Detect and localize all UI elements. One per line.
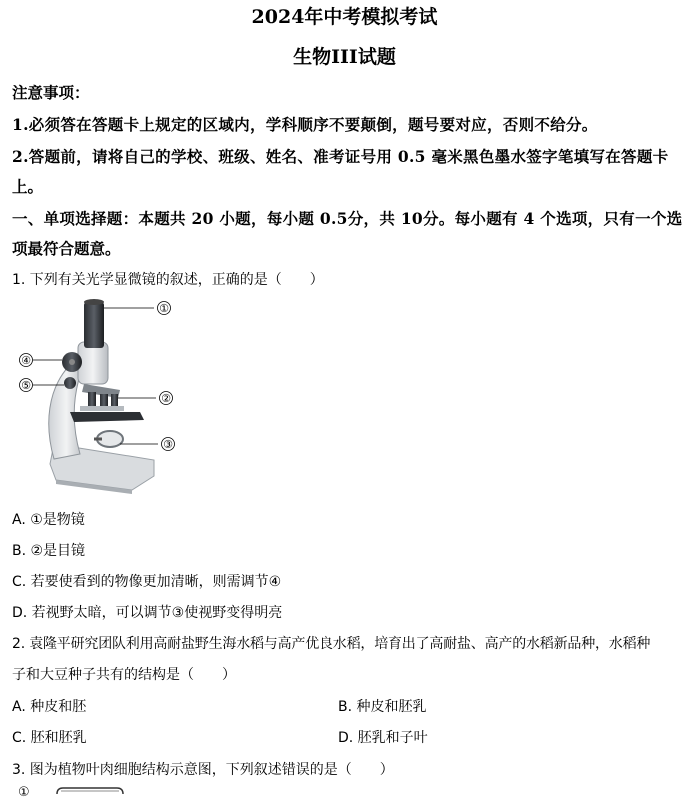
figure-label-3: ③ bbox=[163, 438, 173, 451]
microscope-mirror bbox=[94, 431, 123, 447]
question-2-stem-line-2: 子和大豆种子共有的结构是（ ） bbox=[12, 667, 236, 683]
notes-item-2-line-2: 上。 bbox=[12, 177, 44, 196]
microscope-figure bbox=[14, 294, 194, 499]
question-1-option-d: D. 若视野太暗，可以调节③使视野变得明亮 bbox=[12, 605, 283, 621]
question-2-stem-line-1: 2. 袁隆平研究团队利用高耐盐野生海水稻与高产优良水稻，培育出了高耐盐、高产的水稻新品种，水稻种 bbox=[12, 636, 651, 652]
microscope-fine-knob bbox=[64, 377, 76, 389]
notes-item-2-line-1: 2.答题前，请将自己的学校、班级、姓名、准考证号用 0.5 毫米黑色墨水签字笔填写在答题卡 bbox=[12, 147, 669, 166]
microscope-nosepiece bbox=[82, 384, 120, 408]
question-3-stem: 3. 图为植物叶肉细胞结构示意图，下列叙述错误的是（ ） bbox=[12, 762, 394, 778]
question-1-option-b: B. ②是目镜 bbox=[12, 543, 86, 559]
question-2-option-b: B. 种皮和胚乳 bbox=[338, 699, 427, 715]
microscope-body bbox=[78, 299, 108, 384]
question-2-option-d: D. 胚乳和子叶 bbox=[338, 730, 428, 746]
figure-label-2: ② bbox=[161, 392, 171, 405]
microscope-stage bbox=[70, 406, 144, 422]
question-1-option-c: C. 若要使看到的物像更加清晰，则需调节④ bbox=[12, 574, 282, 590]
question-3-figure-label-1: ① bbox=[18, 785, 30, 800]
question-2-option-c: C. 胚和胚乳 bbox=[12, 730, 87, 746]
question-1-stem: 1. 下列有关光学显微镜的叙述，正确的是（ ） bbox=[12, 272, 324, 288]
cell-figure-top-edge bbox=[55, 786, 125, 795]
section-heading-line-2: 项最符合题意。 bbox=[12, 239, 121, 258]
question-1-option-a: A. ①是物镜 bbox=[12, 512, 85, 528]
figure-label-4: ④ bbox=[21, 354, 31, 367]
figure-label-1: ① bbox=[159, 302, 169, 315]
page-subtitle: 生物III试题 bbox=[293, 46, 396, 68]
notes-heading: 注意事项： bbox=[12, 83, 90, 102]
notes-item-1: 1.必须答在答题卡上规定的区域内，学科顺序不要颠倒，题号要对应，否则不给分。 bbox=[12, 115, 598, 134]
figure-label-5: ⑤ bbox=[21, 379, 31, 392]
section-heading-line-1: 一、单项选择题：本题共 20 小题，每小题 0.5分，共 10分。每小题有 4 个选项，只有一个选 bbox=[12, 209, 683, 228]
page-title: 2024年中考模拟考试 bbox=[251, 6, 438, 28]
microscope-coarse-knob bbox=[62, 352, 82, 372]
question-2-option-a: A. 种皮和胚 bbox=[12, 699, 87, 715]
